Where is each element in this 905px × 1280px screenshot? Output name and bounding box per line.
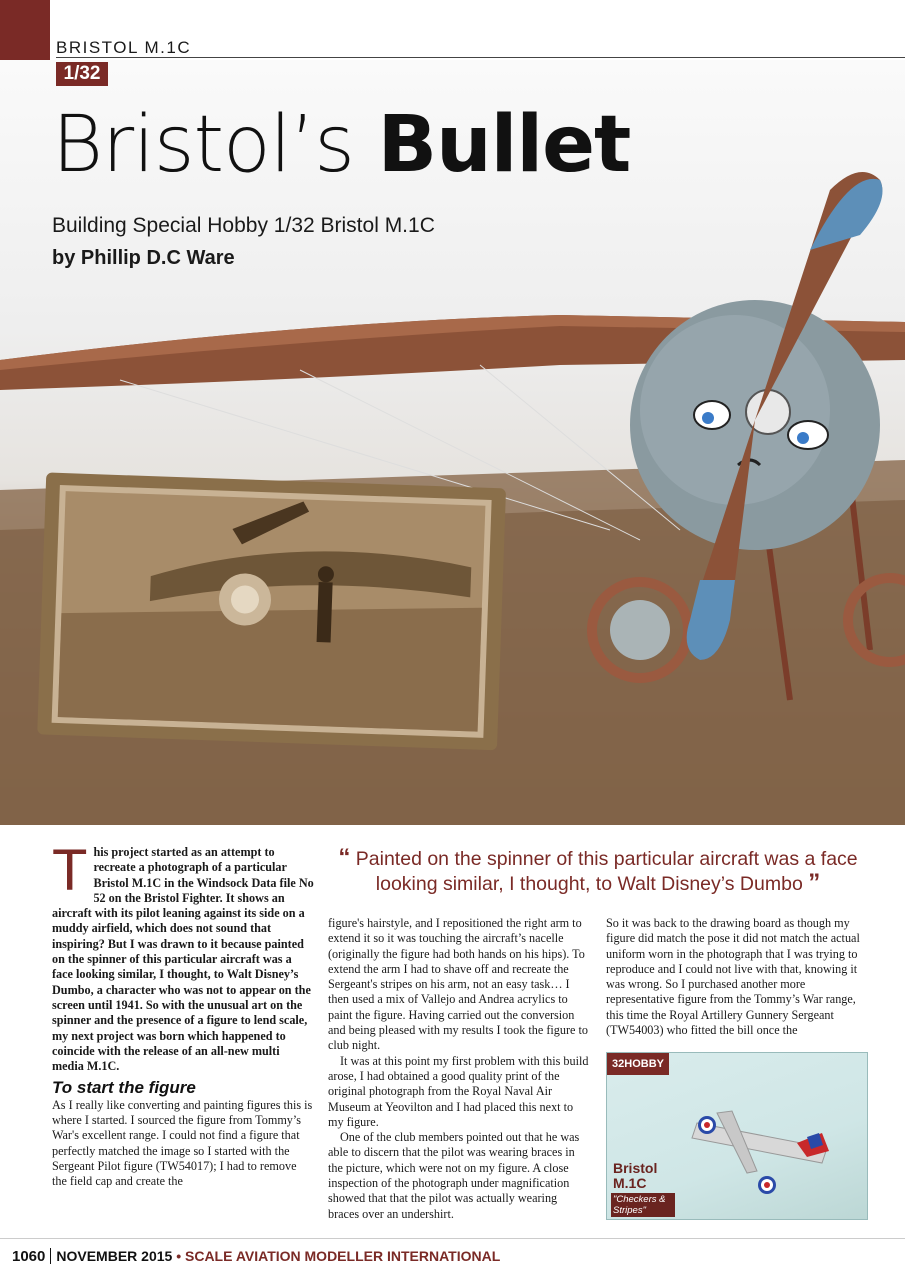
column-1 bbox=[52, 838, 314, 1190]
section-label: BRISTOL M.1C bbox=[56, 38, 192, 57]
lede-paragraph: his project started as an attempt to recreate a photograph of a particular Bristol M.1C in the Windsock Data file No 52 on the Bristol Fighter. It shows an aircraft with its pilot leaning against its side on a muddy airfield, which does not sound that inspiring? But I was drawn to it because painted on the spinner of this particular aircraft was a face looking similar, I thought, to Walt Disney’s Dumbo, a character who was not to appear on the screen until 1941. So with the unusual art on the spinner and the presence of a figure to lend scale, my next project was born which happened to coincide with the release of an all-new multi media M.1C. bbox=[52, 845, 314, 1074]
box-tagline: "Checkers & Stripes" bbox=[611, 1193, 675, 1217]
column-3 bbox=[606, 916, 868, 1038]
byline: by Phillip D.C Ware bbox=[52, 247, 235, 269]
pull-quote bbox=[328, 846, 868, 896]
paragraph: So it was back to the drawing board as though my figure did match the pose it did not match the actual uniform worn in the photograph that I was trying to reproduce and I could not live with that, knowing it was wrong. So I purchased another more representative figure from the Tommy’s War range, this time the Royal Artillery Gunnery Sergeant (TW54003) who fitted the bill once the bbox=[606, 916, 860, 1038]
title-light: Bristol’s bbox=[52, 100, 354, 190]
section-rule bbox=[56, 57, 905, 58]
paragraph: figure's hairstyle, and I repositioned the right arm to extend it so it was touching the aircraft’s nacelle (originally the figure had both hands on his hips). To extend the arm I had to shave off and recreate the Sergeant's stripes on his arm, not an easy task… I then used a mix of Vallejo and Andrea acrylics to paint the figure. Having carried out the conversion and being pleased with my results I took the figure to club night. bbox=[328, 916, 588, 1053]
article-subtitle: Building Special Hobby 1/32 Bristol M.1C bbox=[52, 214, 435, 237]
scale-badge: 1/32 bbox=[56, 62, 108, 86]
box-brand: 32HOBBY bbox=[607, 1053, 669, 1075]
subheading: To start the figure bbox=[52, 1078, 196, 1098]
paragraph: It was at this point my first problem with this build arose, I had obtained a good quality print of the original photograph from the Royal Naval Air Museum at Yeovilton and I had placed this next to my figure. bbox=[328, 1053, 589, 1129]
title-bold: Bullet bbox=[377, 100, 631, 190]
magazine-name: SCALE AVIATION MODELLER INTERNATIONAL bbox=[185, 1248, 501, 1264]
footer-rule bbox=[0, 1238, 905, 1239]
issue-date: NOVEMBER 2015 bbox=[56, 1248, 173, 1264]
paragraph: As I really like converting and painting figures this is where I started. I sourced the figure from Tommy’s War's excellent range. I could not find a figure that perfectly matched the image so I started with the Sergeant Pilot figure (TW54017); I had to remove the field cap and create the bbox=[52, 1097, 313, 1189]
article-title bbox=[52, 100, 630, 190]
footer-bullet: • bbox=[176, 1248, 182, 1264]
paragraph: One of the club members pointed out that he was able to discern that the pilot was wearing braces in the picture, which were not on my figure. A close inspection of the photograph under magnification showed that that the pilot was actually wearing braces over an undershirt. bbox=[328, 1130, 580, 1221]
corner-tab bbox=[0, 0, 50, 60]
page-footer bbox=[12, 1248, 500, 1265]
drop-cap: T bbox=[52, 838, 88, 903]
column-2 bbox=[328, 916, 590, 1222]
close-quote-icon: ” bbox=[808, 869, 821, 896]
folio-separator bbox=[50, 1248, 51, 1264]
pull-quote-text: Painted on the spinner of this particular aircraft was a face looking similar, I thought, to Walt Disney’s Dumbo bbox=[355, 848, 858, 895]
box-title: Bristol M.1C bbox=[613, 1160, 658, 1191]
page-number: 1060 bbox=[12, 1248, 46, 1265]
kit-box-art bbox=[606, 1052, 868, 1220]
open-quote-icon: “ bbox=[338, 844, 351, 871]
